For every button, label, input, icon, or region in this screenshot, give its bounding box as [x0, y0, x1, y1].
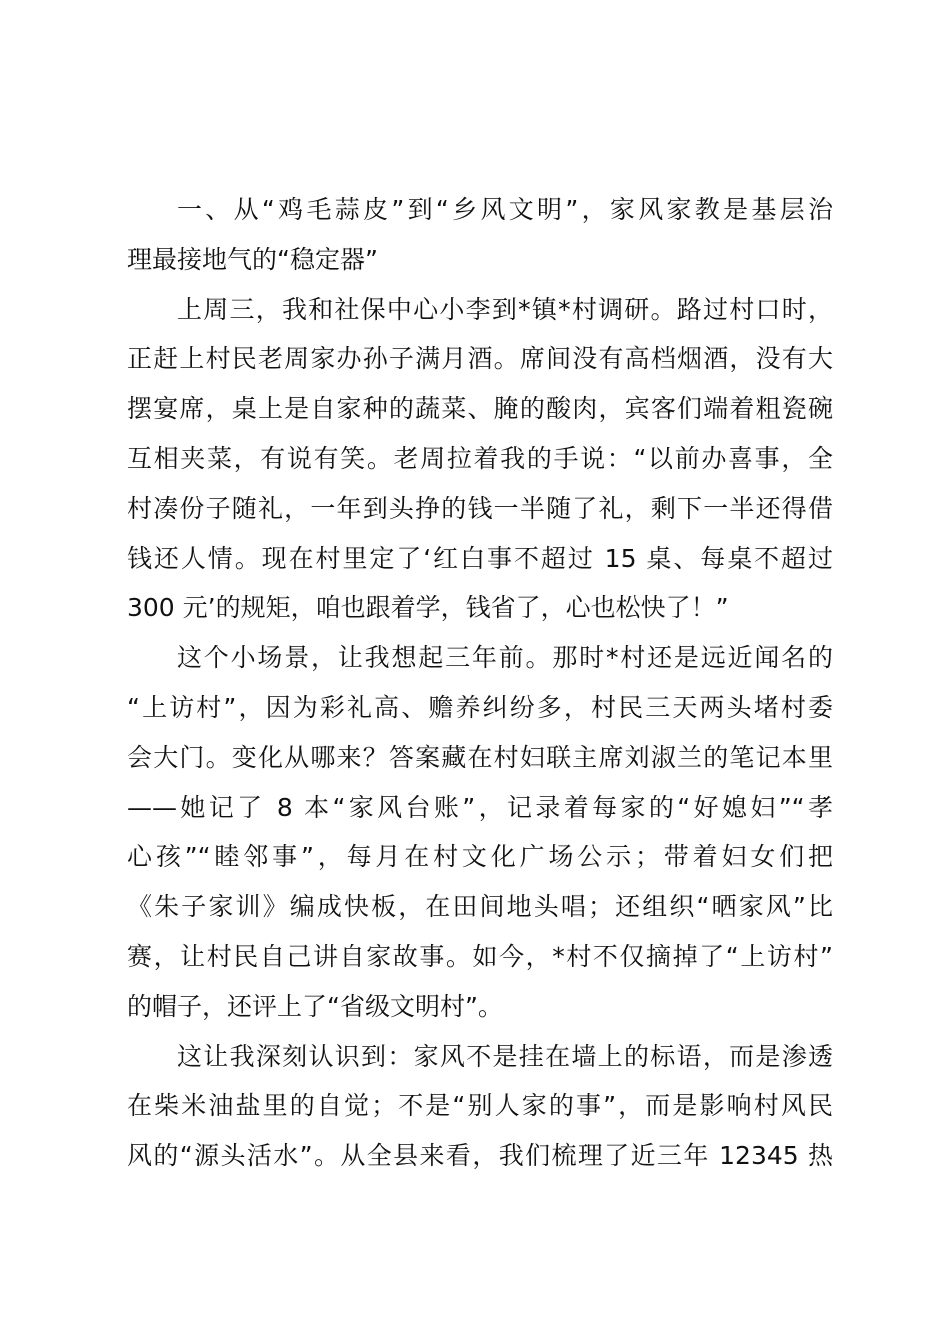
paragraph-line: 《朱子家训》编成快板，在田间地头唱；还组织“晒家风”比 [127, 892, 833, 922]
paragraph-line: 这个小场景，让我想起三年前。那时*村还是远近闻名的 [177, 643, 833, 673]
paragraph-line: 摆宴席，桌上是自家种的蔬菜、腌的酸肉，宾客们端着粗瓷碗 [127, 394, 833, 424]
heading-line: 理最接地气的“稳定器” [127, 244, 378, 274]
paragraph-line: 赛，让村民自己讲自家故事。如今，*村不仅摘掉了“上访村” [127, 941, 833, 971]
paragraph-line: 钱还人情。现在村里定了‘红白事不超过 15 桌、每桌不超过 [127, 543, 833, 573]
paragraph-line: 风的“源头活水”。从全县来看，我们梳理了近三年 12345 热 [127, 1141, 833, 1171]
document-body [127, 185, 833, 1181]
paragraph-line: “上访村”，因为彩礼高、赡养纠纷多，村民三天两头堵村委 [127, 692, 833, 722]
paragraph-3 [127, 1032, 833, 1181]
paragraph-line: 这让我深刻认识到：家风不是挂在墙上的标语，而是渗透 [177, 1041, 833, 1071]
paragraph-line: 互相夹菜，有说有笑。老周拉着我的手说：“以前办喜事，全 [127, 443, 833, 473]
paragraph-line: 在柴米油盐里的自觉；不是“别人家的事”，而是影响村风民 [127, 1091, 833, 1121]
paragraph-line: 正赶上村民老周家办孙子满月酒。席间没有高档烟酒，没有大 [127, 344, 833, 374]
paragraph-line: ——她记了 8 本“家风台账”，记录着每家的“好媳妇”“孝 [127, 792, 833, 822]
paragraph-line: 村凑份子随礼，一年到头挣的钱一半随了礼，剩下一半还得借 [127, 493, 833, 523]
paragraph-1 [127, 285, 833, 634]
paragraph-line: 的帽子，还评上了“省级文明村”。 [127, 991, 503, 1021]
paragraph-line: 心孩”“睦邻事”，每月在村文化广场公示；带着妇女们把 [127, 842, 833, 872]
section-heading [127, 185, 833, 285]
paragraph-2 [127, 633, 833, 1031]
paragraph-line: 上周三，我和社保中心小李到*镇*村调研。路过村口时， [177, 294, 833, 324]
paragraph-line: 会大门。变化从哪来？答案藏在村妇联主席刘淑兰的笔记本里 [127, 742, 833, 772]
heading-line: 一、从“鸡毛蒜皮”到“乡风文明”，家风家教是基层治 [177, 195, 833, 224]
paragraph-line: 300 元’的规矩，咱也跟着学，钱省了，心也松快了！” [127, 593, 729, 623]
